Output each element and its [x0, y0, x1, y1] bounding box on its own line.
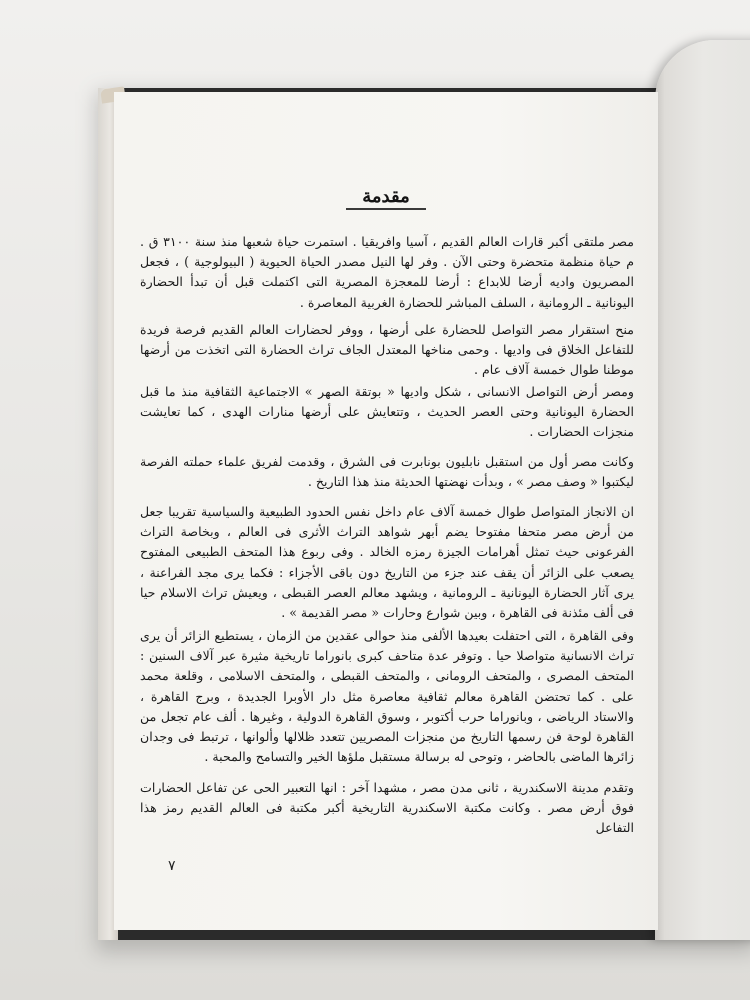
paragraph-2: منح استقرار مصر التواصل للحضارة على أرضها ، ووفر لحضارات العالم القديم فرصة فريدة للتفاعل الخلاق فى واديها . وحمى مناخها المعتدل الجاف تراث الحضارة التى اتخذت من أرضها موطنا طوال خمسة آلاف عام . — [140, 322, 634, 378]
page-title-text: مقدمة — [362, 186, 410, 207]
page-number: ٧ — [168, 858, 176, 874]
facing-page-curl — [655, 40, 750, 940]
book-page — [114, 92, 658, 930]
paragraph-3: ومصر أرض التواصل الانسانى ، شكل واديها « بوتقة الصهر » الاجتماعية الثقافية منذ ما قبل الحضارة اليونانية وحتى العصر الحديث ، وتتعايش على أرضها منارات الهدى ، كما تعايشت منجزات الحضارات . — [140, 384, 634, 440]
paragraph-5: ان الانجاز المتواصل طوال خمسة آلاف عام داخل نفس الحدود الطبيعية والسياسية تقريبا جعل من أرض مصر متحفا مفتوحا يضم أبهر شواهد التراث الأثرى فى العالم ، وبخاصة التراث الفرعونى حيث تمثل أهرامات الجيزة رمزه الخالد . وفى ربوع هذا المتحف الطبيعى المفتوح يصعب على الزائر أن يقف عند جزء من التاريخ دون باقى الأجزاء : فكما يرى مجد الفراعنة ، يرى آثار الحضارة اليونانية ـ الرومانية ، ويشهد معالم العصر القبطى ، ويعيش تراث الاسلام حيا فى ألف مئذنة فى القاهرة ، وبين شوارع وحارات « مصر القديمة » . — [140, 504, 634, 621]
title-underline — [346, 208, 426, 210]
paragraph-4: وكانت مصر أول من استقبل نابليون بونابرت فى الشرق ، وقدمت لفريق علماء حملته الفرصة ليكتبوا « وصف مصر » ، وبدأت نهضتها الحديثة منذ هذا التاريخ . — [140, 454, 634, 490]
paragraph-1: مصر ملتقى أكبر قارات العالم القديم ، آسيا وافريقيا . استمرت حياة شعبها منذ سنة ٣١٠٠ ق . م حياة منظمة متحضرة وحتى الآن . وفر لها النيل مصدر الحياة الحيوية ( البيولوجية ) ، فجعل المصريون واديه أرضا للابداع : أرضا للمعجزة المصرية التى اكتملت قبل أن تبدأ الحضارة اليونانية ـ الرومانية ، السلف المباشر للحضارة الغربية المعاصرة . — [140, 234, 635, 310]
paragraph-6: وفى القاهرة ، التى احتفلت بعيدها الألفى منذ حوالى عقدين من الزمان ، يستطيع الزائر أن يرى تراث الانسانية متواصلا حيا . وتوفر عدة متاحف كبرى بانوراما تاريخية مثيرة عبر آلاف السنين : المتحف المصرى ، والمتحف الرومانى ، والمتحف القبطى ، والمتحف الاسلامى ، وقلعة محمد على . كما تحتضن القاهرة معالم ثقافية معاصرة مثل دار الأوبرا الجديدة ، وبرج القاهرة ، والاستاد الرياضى ، وبانوراما حرب أكتوبر ، وسوق القاهرة الدولية ، وغيرها . ألف عام تجعل من القاهرة لوحة فن رسمها التاريخ من منجزات المصريين تتعدد ظلالها وألوانها ، ترتبط فى وجدان زائرها الماضى بالحاضر ، وتوحى له برسالة مستقبل ملؤها الخير والتسامح والمحبة . — [140, 628, 635, 765]
page-title — [114, 186, 658, 210]
paragraph-7: وتقدم مدينة الاسكندرية ، ثانى مدن مصر ، مشهدا آخر : انها التعبير الحى عن تفاعل الحضارات فوق أرض مصر . وكانت مكتبة الاسكندرية التاريخية أكبر مكتبة فى العالم القديم رمز هذا التفاعل — [140, 780, 634, 836]
